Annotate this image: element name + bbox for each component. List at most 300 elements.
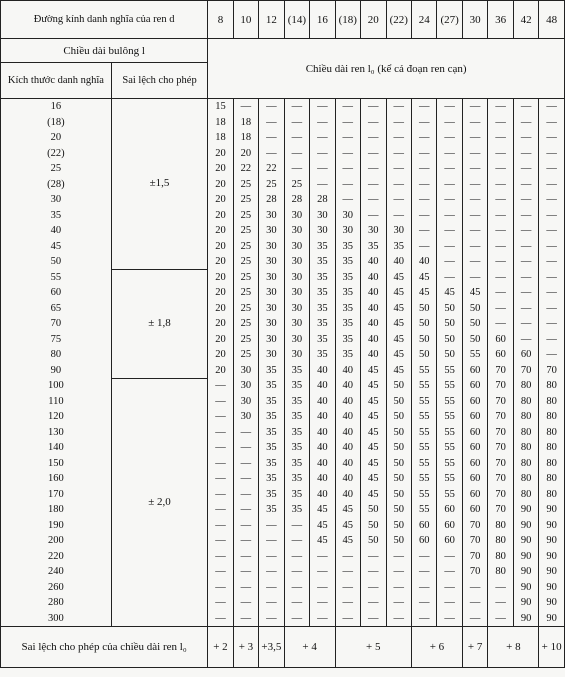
table-row <box>1 146 565 162</box>
thread-length-cell: — <box>259 580 284 596</box>
thread-length-cell: — <box>335 549 360 565</box>
thread-length-cell: 70 <box>488 487 513 503</box>
thread-length-cell: — <box>411 239 436 255</box>
diameter-header-cell: 16 <box>310 1 335 39</box>
footer-tolerance-cell: + 4 <box>284 627 335 668</box>
thread-length-cell: — <box>488 208 513 224</box>
thread-length-cell: — <box>259 595 284 611</box>
thread-length-cell: 80 <box>488 549 513 565</box>
thread-length-cell: 45 <box>462 285 487 301</box>
thread-length-cell: — <box>335 161 360 177</box>
thread-length-cell: 40 <box>310 471 335 487</box>
thread-length-cell: 40 <box>361 301 386 317</box>
thread-length-cell: 45 <box>361 394 386 410</box>
diameter-header-cell: (14) <box>284 1 309 39</box>
thread-length-cell: 80 <box>539 440 565 456</box>
thread-length-cell: — <box>310 611 335 627</box>
bolt-length-cell: 100 <box>1 378 112 394</box>
thread-length-cell: 50 <box>386 502 411 518</box>
thread-length-cell: — <box>437 254 462 270</box>
thread-length-cell: 28 <box>259 192 284 208</box>
thread-length-cell: 28 <box>284 192 309 208</box>
thread-length-cell: — <box>233 580 258 596</box>
thread-length-cell: 15 <box>208 99 233 115</box>
thread-length-cell: 30 <box>233 409 258 425</box>
thread-length-cell: 18 <box>233 115 258 131</box>
thread-length-cell: 40 <box>310 409 335 425</box>
thread-length-cell: 35 <box>335 270 360 286</box>
thread-length-cell: 70 <box>488 394 513 410</box>
thread-length-cell: 70 <box>513 363 538 379</box>
thread-length-cell: 25 <box>233 347 258 363</box>
thread-length-cell: 45 <box>361 425 386 441</box>
thread-length-cell: 30 <box>310 223 335 239</box>
thread-length-cell: 60 <box>411 533 436 549</box>
thread-length-cell: — <box>437 99 462 115</box>
thread-length-cell: 25 <box>233 285 258 301</box>
thread-length-cell: — <box>513 285 538 301</box>
thread-length-cell: — <box>539 223 565 239</box>
thread-length-cell: 45 <box>437 285 462 301</box>
thread-length-cell: 30 <box>284 223 309 239</box>
bolt-length-cell: 110 <box>1 394 112 410</box>
tolerance-cell: ± 1,8 <box>111 270 207 379</box>
thread-length-cell: 40 <box>335 394 360 410</box>
table-row <box>1 285 565 301</box>
table-row <box>1 161 565 177</box>
thread-length-cell: 80 <box>513 409 538 425</box>
thread-length-cell: 35 <box>335 239 360 255</box>
thread-length-cell: 90 <box>539 595 565 611</box>
thread-length-cell: — <box>437 208 462 224</box>
thread-length-cell: 35 <box>310 285 335 301</box>
thread-length-cell: — <box>539 270 565 286</box>
thread-length-cell: 40 <box>361 347 386 363</box>
thread-length-cell: — <box>208 425 233 441</box>
thread-length-cell: 45 <box>361 471 386 487</box>
thread-length-cell: 30 <box>233 363 258 379</box>
thread-length-cell: — <box>513 99 538 115</box>
thread-length-cell: 30 <box>259 316 284 332</box>
thread-length-cell: — <box>310 564 335 580</box>
thread-length-cell: 60 <box>462 456 487 472</box>
thread-length-cell: 50 <box>386 456 411 472</box>
thread-length-cell: 80 <box>488 564 513 580</box>
thread-length-cell: 40 <box>411 254 436 270</box>
thread-length-cell: 35 <box>259 394 284 410</box>
thread-length-cell: 50 <box>386 471 411 487</box>
thread-length-cell: 60 <box>462 425 487 441</box>
thread-length-cell: — <box>462 611 487 627</box>
thread-length-cell: 28 <box>310 192 335 208</box>
thread-length-cell: — <box>310 146 335 162</box>
thread-length-cell: — <box>539 285 565 301</box>
thread-length-cell: 35 <box>284 363 309 379</box>
thread-length-cell: 45 <box>386 301 411 317</box>
thread-length-cell: — <box>488 254 513 270</box>
bolt-length-cell: 40 <box>1 223 112 239</box>
thread-length-cell: 90 <box>539 549 565 565</box>
thread-length-cell: 45 <box>411 285 436 301</box>
thread-length-cell: 35 <box>284 425 309 441</box>
thread-length-cell: 20 <box>208 270 233 286</box>
footer-tolerance-cell: + 8 <box>488 627 539 668</box>
thread-length-cell: — <box>437 146 462 162</box>
thread-length-cell: — <box>462 595 487 611</box>
thread-length-cell: — <box>284 611 309 627</box>
thread-length-cell: — <box>284 580 309 596</box>
thread-length-cell: 45 <box>361 440 386 456</box>
thread-length-cell: 40 <box>335 363 360 379</box>
thread-length-cell: 45 <box>310 533 335 549</box>
thread-length-cell: 30 <box>259 208 284 224</box>
thread-length-cell: 70 <box>539 363 565 379</box>
thread-length-cell: 40 <box>310 394 335 410</box>
thread-length-cell: — <box>386 177 411 193</box>
thread-length-cell: — <box>335 580 360 596</box>
thread-length-cell: — <box>233 487 258 503</box>
thread-length-cell: — <box>284 161 309 177</box>
thread-length-cell: — <box>361 208 386 224</box>
thread-length-cell: 90 <box>539 502 565 518</box>
thread-length-cell: 45 <box>335 518 360 534</box>
thread-length-cell: 55 <box>462 347 487 363</box>
thread-length-cell: 35 <box>259 409 284 425</box>
thread-length-cell: 70 <box>462 549 487 565</box>
thread-length-cell: 35 <box>284 487 309 503</box>
thread-length-cell: — <box>208 378 233 394</box>
thread-length-cell: — <box>513 146 538 162</box>
thread-length-cell: 20 <box>208 161 233 177</box>
thread-length-cell: — <box>208 533 233 549</box>
footer-label: Sai lệch cho phép của chiều dài ren l₀ <box>1 627 208 668</box>
diameter-header-cell: 42 <box>513 1 538 39</box>
thread-length-cell: 60 <box>462 440 487 456</box>
thread-length-cell: — <box>411 611 436 627</box>
thread-length-cell: — <box>411 146 436 162</box>
thread-length-cell: 80 <box>539 487 565 503</box>
thread-length-cell: — <box>335 130 360 146</box>
thread-length-cell: — <box>437 115 462 131</box>
thread-length-cell: — <box>488 146 513 162</box>
thread-length-cell: 25 <box>284 177 309 193</box>
thread-length-cell: 40 <box>335 487 360 503</box>
table-row <box>1 487 565 503</box>
thread-length-cell: — <box>488 270 513 286</box>
table-row <box>1 549 565 565</box>
diameter-header-cell: 20 <box>361 1 386 39</box>
thread-length-cell: 45 <box>386 347 411 363</box>
thread-length-cell: 20 <box>208 254 233 270</box>
thread-length-cell: 50 <box>386 409 411 425</box>
thread-length-cell: — <box>335 611 360 627</box>
thread-length-cell: — <box>513 270 538 286</box>
thread-length-cell: 55 <box>437 394 462 410</box>
thread-length-cell: — <box>335 177 360 193</box>
thread-length-cell: 90 <box>513 533 538 549</box>
thread-length-cell: 40 <box>310 378 335 394</box>
table-row <box>1 518 565 534</box>
nominal-diameter-header: Đường kính danh nghĩa của ren d <box>1 1 208 39</box>
thread-length-cell: 80 <box>513 487 538 503</box>
thread-length-cell: 18 <box>208 115 233 131</box>
table-row <box>1 425 565 441</box>
thread-length-cell: — <box>310 115 335 131</box>
thread-length-cell: — <box>437 270 462 286</box>
thread-length-cell: — <box>310 161 335 177</box>
thread-length-cell: — <box>488 177 513 193</box>
thread-length-cell: 90 <box>539 611 565 627</box>
thread-length-cell: 35 <box>284 456 309 472</box>
thread-length-cell: — <box>462 580 487 596</box>
table-row <box>1 456 565 472</box>
thread-length-cell: — <box>539 192 565 208</box>
thread-length-cell: 90 <box>513 518 538 534</box>
thread-length-cell: 90 <box>513 549 538 565</box>
thread-length-cell: — <box>539 316 565 332</box>
diameter-header-cell: 8 <box>208 1 233 39</box>
thread-length-cell: 70 <box>462 564 487 580</box>
thread-length-cell: 55 <box>411 487 436 503</box>
thread-length-cell: 50 <box>386 394 411 410</box>
thread-length-cell: 35 <box>335 332 360 348</box>
thread-length-cell: 60 <box>411 518 436 534</box>
thread-length-cell: — <box>488 611 513 627</box>
thread-length-cell: 30 <box>259 223 284 239</box>
thread-length-cell: 35 <box>284 394 309 410</box>
table-row <box>1 440 565 456</box>
thread-length-cell: 35 <box>361 239 386 255</box>
diameter-header-cell: 24 <box>411 1 436 39</box>
thread-length-cell: 40 <box>361 254 386 270</box>
thread-length-cell: 50 <box>361 533 386 549</box>
thread-length-cell: 25 <box>233 177 258 193</box>
thread-length-cell: — <box>208 471 233 487</box>
thread-length-cell: — <box>513 301 538 317</box>
thread-length-cell: 40 <box>310 363 335 379</box>
thread-length-cell: — <box>462 208 487 224</box>
thread-length-cell: 30 <box>284 270 309 286</box>
thread-length-cell: 45 <box>361 456 386 472</box>
thread-length-cell: 35 <box>310 270 335 286</box>
thread-length-cell: — <box>284 146 309 162</box>
thread-length-cell: 60 <box>437 533 462 549</box>
thread-length-cell: 35 <box>310 347 335 363</box>
bolt-length-cell: 65 <box>1 301 112 317</box>
thread-length-cell: — <box>386 611 411 627</box>
thread-length-cell: — <box>386 146 411 162</box>
bolt-length-cell: 190 <box>1 518 112 534</box>
thread-length-cell: — <box>233 595 258 611</box>
thread-length-cell: — <box>361 595 386 611</box>
thread-length-cell: 55 <box>437 363 462 379</box>
thread-length-cell: 60 <box>437 502 462 518</box>
thread-length-cell: 20 <box>208 285 233 301</box>
thread-length-cell: 50 <box>437 316 462 332</box>
thread-length-cell: — <box>462 130 487 146</box>
thread-length-cell: 70 <box>488 456 513 472</box>
thread-length-cell: — <box>539 146 565 162</box>
thread-length-cell: 80 <box>488 518 513 534</box>
thread-length-cell: — <box>233 502 258 518</box>
thread-length-cell: 50 <box>386 487 411 503</box>
thread-length-cell: 30 <box>233 394 258 410</box>
thread-length-cell: 40 <box>361 285 386 301</box>
thread-length-cell: — <box>462 115 487 131</box>
thread-length-cell: — <box>259 533 284 549</box>
table-row <box>1 394 565 410</box>
thread-length-cell: 22 <box>233 161 258 177</box>
thread-length-cell: 25 <box>233 270 258 286</box>
thread-length-cell: — <box>233 456 258 472</box>
thread-length-cell: 50 <box>462 316 487 332</box>
thread-length-cell: — <box>259 611 284 627</box>
thread-length-cell: — <box>233 99 258 115</box>
thread-length-cell: 35 <box>259 487 284 503</box>
thread-length-cell: 80 <box>539 425 565 441</box>
thread-length-cell: 45 <box>361 378 386 394</box>
thread-length-cell: — <box>208 440 233 456</box>
thread-length-cell: — <box>335 146 360 162</box>
table-row <box>1 564 565 580</box>
thread-length-cell: — <box>539 347 565 363</box>
thread-length-cell: 35 <box>335 285 360 301</box>
thread-length-cell: 55 <box>437 487 462 503</box>
thread-length-cell: — <box>488 115 513 131</box>
bolt-length-cell: 140 <box>1 440 112 456</box>
thread-length-cell: 80 <box>513 394 538 410</box>
thread-length-cell: 60 <box>462 471 487 487</box>
thread-length-cell: — <box>411 549 436 565</box>
thread-length-cell: 55 <box>411 409 436 425</box>
thread-length-cell: — <box>488 223 513 239</box>
thread-length-cell: — <box>208 518 233 534</box>
bolt-length-header: Chiều dài bulông l <box>1 39 208 63</box>
table-row <box>1 208 565 224</box>
thread-length-cell: — <box>462 192 487 208</box>
thread-length-cell: 60 <box>462 502 487 518</box>
thread-length-cell: 80 <box>539 394 565 410</box>
diameter-header-cell: 30 <box>462 1 487 39</box>
thread-length-cell: 55 <box>437 440 462 456</box>
thread-length-cell: 55 <box>411 471 436 487</box>
thread-length-cell: 70 <box>488 363 513 379</box>
thread-length-cell: 70 <box>488 502 513 518</box>
diameter-header-cell: 36 <box>488 1 513 39</box>
table-row <box>1 595 565 611</box>
thread-length-cell: 45 <box>386 316 411 332</box>
bolt-length-cell: 35 <box>1 208 112 224</box>
thread-length-cell: 50 <box>437 347 462 363</box>
thread-length-cell: — <box>411 99 436 115</box>
thread-length-cell: — <box>411 115 436 131</box>
thread-length-cell: 60 <box>462 409 487 425</box>
thread-length-cell: 35 <box>259 440 284 456</box>
diameter-header-cell: 48 <box>539 1 565 39</box>
nominal-size-header: Kích thước danh nghĩa <box>1 63 112 99</box>
thread-length-cell: 70 <box>462 518 487 534</box>
thread-length-cell: 40 <box>335 440 360 456</box>
thread-length-cell: — <box>539 161 565 177</box>
thread-length-cell: — <box>513 130 538 146</box>
thread-length-cell: 60 <box>488 332 513 348</box>
thread-length-cell: 20 <box>208 208 233 224</box>
thread-length-cell: — <box>539 254 565 270</box>
thread-length-cell: 60 <box>462 378 487 394</box>
thread-length-cell: — <box>335 595 360 611</box>
thread-length-cell: — <box>361 115 386 131</box>
thread-length-cell: 50 <box>411 316 436 332</box>
thread-length-cell: — <box>462 161 487 177</box>
thread-length-cell: 80 <box>488 533 513 549</box>
thread-length-cell: 70 <box>488 409 513 425</box>
thread-length-cell: — <box>361 130 386 146</box>
thread-length-cell: 40 <box>310 440 335 456</box>
thread-length-cell: 35 <box>310 332 335 348</box>
thread-length-cell: 45 <box>361 363 386 379</box>
thread-length-cell: 45 <box>386 363 411 379</box>
footer-tolerance-cell: +3,5 <box>259 627 284 668</box>
thread-length-cell: 20 <box>208 239 233 255</box>
thread-length-cell: 40 <box>310 487 335 503</box>
thread-length-cell: 90 <box>539 518 565 534</box>
thread-length-cell: 30 <box>335 208 360 224</box>
table-row <box>1 363 565 379</box>
thread-length-cell: — <box>488 316 513 332</box>
thread-length-cell: 70 <box>488 425 513 441</box>
bolt-length-cell: (28) <box>1 177 112 193</box>
thread-length-cell: 18 <box>233 130 258 146</box>
thread-length-cell: 25 <box>233 223 258 239</box>
thread-length-cell: 25 <box>233 192 258 208</box>
thread-length-cell: — <box>539 208 565 224</box>
thread-length-cell: — <box>462 146 487 162</box>
thread-length-cell: — <box>488 580 513 596</box>
table-row <box>1 130 565 146</box>
thread-length-cell: 30 <box>284 301 309 317</box>
diameter-header-cell: 12 <box>259 1 284 39</box>
thread-length-cell: 50 <box>386 378 411 394</box>
table-row <box>1 223 565 239</box>
thread-length-cell: 90 <box>513 580 538 596</box>
thread-length-cell: — <box>361 564 386 580</box>
thread-length-cell: — <box>259 564 284 580</box>
thread-length-cell: — <box>284 595 309 611</box>
thread-length-cell: 45 <box>361 487 386 503</box>
thread-length-cell: — <box>386 115 411 131</box>
thread-length-cell: 50 <box>386 533 411 549</box>
thread-length-cell: 30 <box>361 223 386 239</box>
thread-length-cell: — <box>386 549 411 565</box>
thread-length-cell: 50 <box>437 301 462 317</box>
thread-length-cell: — <box>488 239 513 255</box>
thread-length-cell: — <box>411 208 436 224</box>
thread-length-cell: — <box>437 549 462 565</box>
thread-length-cell: 30 <box>259 347 284 363</box>
thread-length-cell: 50 <box>361 502 386 518</box>
thread-length-cell: — <box>513 177 538 193</box>
thread-length-cell: — <box>513 239 538 255</box>
thread-length-cell: 45 <box>310 518 335 534</box>
thread-length-cell: 80 <box>539 471 565 487</box>
thread-length-cell: 25 <box>233 316 258 332</box>
thread-length-cell: 55 <box>437 471 462 487</box>
thread-length-cell: 20 <box>208 301 233 317</box>
table-row <box>1 115 565 131</box>
thread-length-cell: — <box>437 239 462 255</box>
thread-length-cell: 55 <box>411 363 436 379</box>
bolt-length-cell: 60 <box>1 285 112 301</box>
